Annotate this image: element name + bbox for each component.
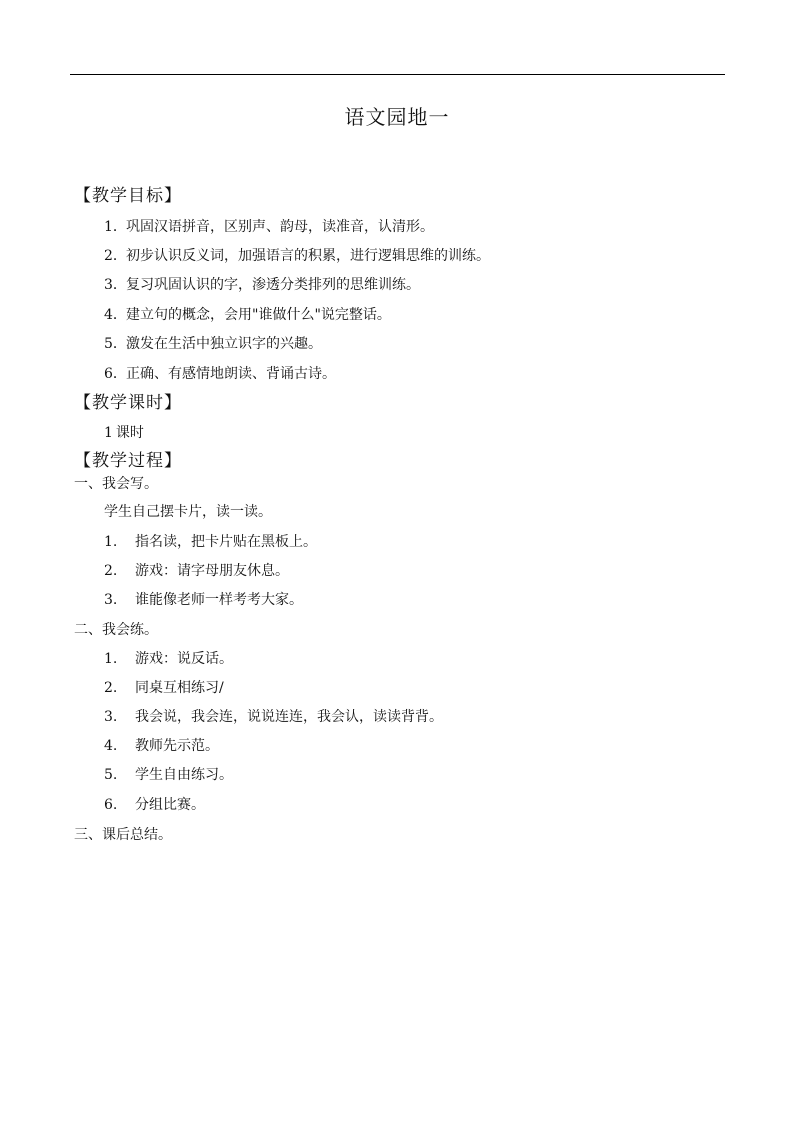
step-number: 1. <box>104 534 118 550</box>
goal-number: 2． <box>104 248 127 264</box>
process-step <box>104 561 289 581</box>
goal-item <box>104 364 336 384</box>
process-step <box>104 707 443 727</box>
goal-item <box>104 217 434 237</box>
step-number: 3. <box>104 709 118 725</box>
process-step <box>104 765 233 785</box>
step-text: 游戏：说反话。 <box>135 651 233 667</box>
step-number: 3. <box>104 592 118 608</box>
process-step <box>104 736 219 756</box>
hours-value <box>104 423 144 443</box>
goal-number: 5． <box>104 336 127 352</box>
process-step <box>104 590 303 610</box>
goal-text: 初步认识反义词，加强语言的积累，进行逻辑思维的训练。 <box>126 248 490 264</box>
step-number: 1. <box>104 651 118 667</box>
goal-text: 建立句的概念，会用"谁做什么"说完整话。 <box>126 307 391 323</box>
header-rule <box>70 74 725 75</box>
process-step <box>104 649 233 669</box>
process-part-title: 二、我会练。 <box>74 622 158 638</box>
section-heading-hours: 【教学课时】 <box>74 393 182 413</box>
process-intro: 学生自己摆卡片，读一读。 <box>104 504 272 520</box>
goal-text: 巩固汉语拼音，区别声、韵母，读准音，认清形。 <box>126 219 434 235</box>
section-heading-goals: 【教学目标】 <box>74 186 182 206</box>
step-text: 学生自由练习。 <box>135 767 233 783</box>
process-part-title: 一、我会写。 <box>74 476 158 492</box>
step-number: 6. <box>104 797 118 813</box>
goal-text: 激发在生活中独立识字的兴趣。 <box>126 336 322 352</box>
goal-item <box>104 275 420 295</box>
goal-number: 6． <box>104 366 127 382</box>
step-text: 教师先示范。 <box>135 738 219 754</box>
step-text: 谁能像老师一样考考大家。 <box>135 592 303 608</box>
process-part-title: 三、课后总结。 <box>74 827 172 843</box>
document-title: 语文园地一 <box>344 105 450 129</box>
step-number: 2. <box>104 680 118 696</box>
goal-number: 4． <box>104 307 127 323</box>
process-step <box>104 532 317 552</box>
process-step <box>104 795 205 815</box>
hours-number: 1 <box>104 425 113 441</box>
step-text: 我会说，我会连，说说连连，我会认，读读背背。 <box>135 709 443 725</box>
step-text: 指名读，把卡片贴在黑板上。 <box>135 534 317 550</box>
process-step <box>104 678 224 698</box>
step-number: 2. <box>104 563 118 579</box>
step-number: 4. <box>104 738 118 754</box>
goal-text: 复习巩固认识的字，渗透分类排列的思维训练。 <box>126 277 420 293</box>
step-text: 游戏：请字母朋友休息。 <box>135 563 289 579</box>
step-text: 分组比赛。 <box>135 797 205 813</box>
step-text: 同桌互相练习/ <box>135 680 224 696</box>
goal-text: 正确、有感情地朗读、背诵古诗。 <box>126 366 336 382</box>
goal-number: 3． <box>104 277 127 293</box>
hours-unit: 课时 <box>115 425 144 441</box>
step-number: 5. <box>104 767 118 783</box>
goal-number: 1． <box>104 219 127 235</box>
goal-item <box>104 246 490 266</box>
section-heading-process: 【教学过程】 <box>74 451 182 471</box>
goal-item <box>104 334 322 354</box>
goal-item <box>104 305 391 325</box>
